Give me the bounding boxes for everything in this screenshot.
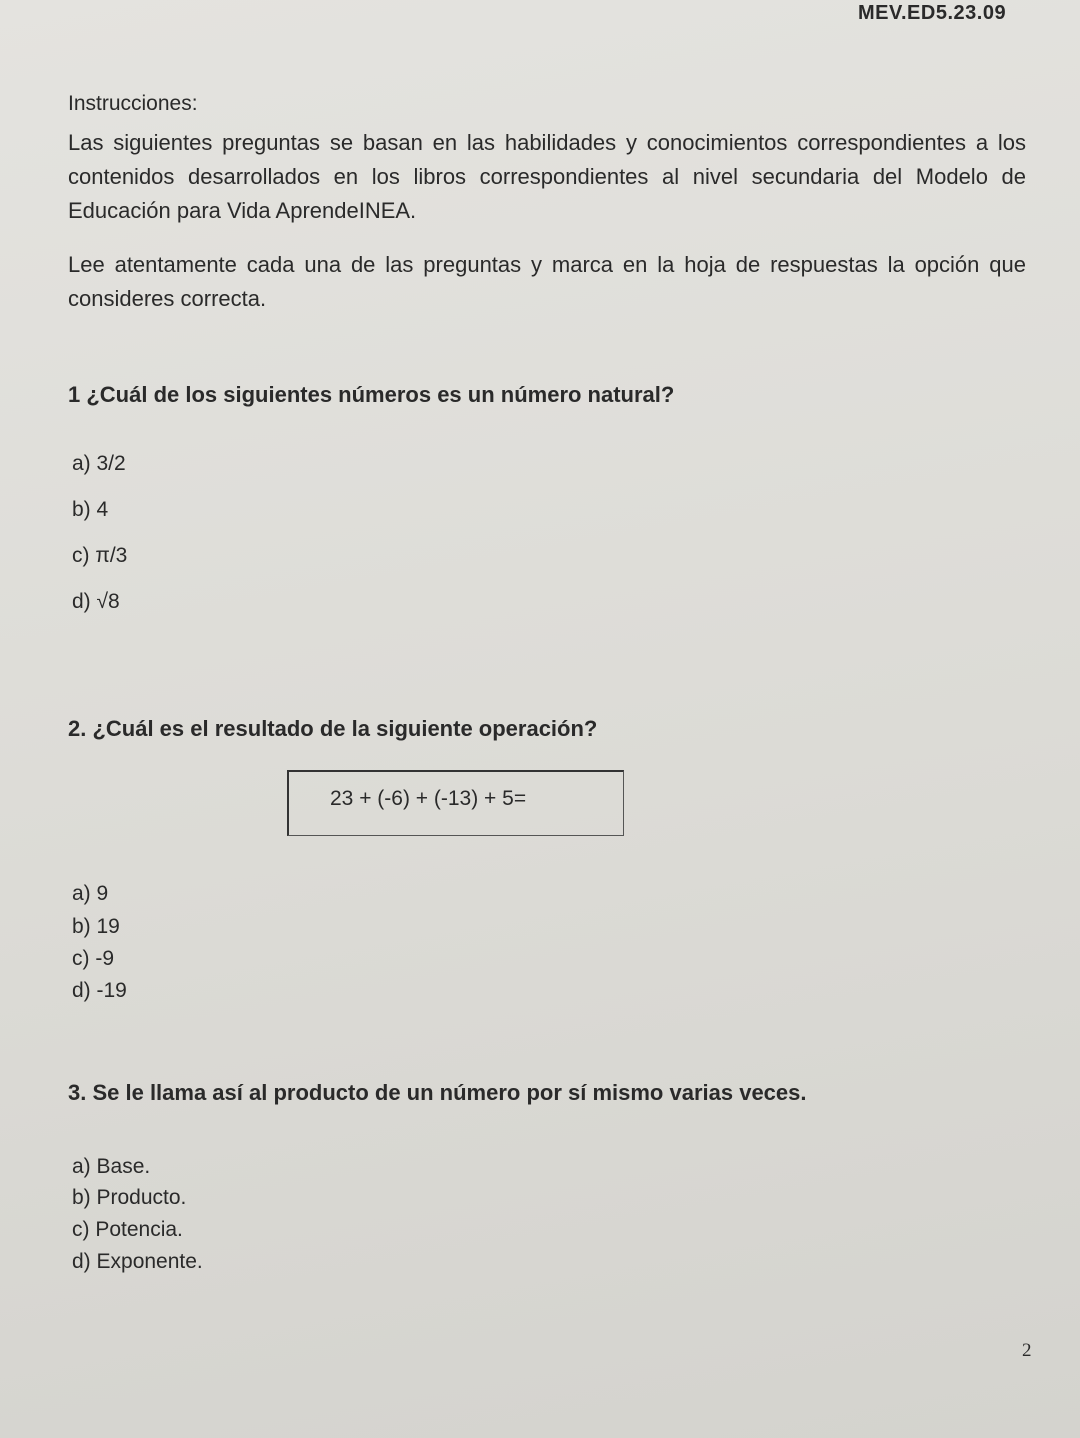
question-1: 1 ¿Cuál de los siguientes números es un número natural? xyxy=(68,382,675,407)
instructions-paragraph-1: Las siguientes preguntas se basan en las habilidades y conocimientos correspondientes a los contenidos desarrollados en los libros correspondientes al nivel secundaria del Modelo de Educación para Vida AprendeINEA. xyxy=(68,130,1026,223)
question-2-option-a[interactable]: a) 9 xyxy=(72,882,109,905)
question-1-option-c[interactable]: c) π/3 xyxy=(72,544,128,567)
question-3-option-c[interactable]: c) Potencia. xyxy=(72,1218,183,1241)
question-3-option-a[interactable]: a) Base. xyxy=(72,1155,151,1178)
document-code: MEV.ED5.23.09 xyxy=(858,2,1007,24)
question-1-option-d[interactable]: d) √8 xyxy=(72,590,120,613)
instructions-title: Instrucciones: xyxy=(68,92,198,115)
question-3: 3. Se le llama así al producto de un número por sí mismo varias veces. xyxy=(68,1080,807,1105)
question-1-option-b[interactable]: b) 4 xyxy=(72,498,109,521)
question-3-option-b[interactable]: b) Producto. xyxy=(72,1186,187,1209)
question-1-option-a[interactable]: a) 3/2 xyxy=(72,452,126,475)
question-2-option-b[interactable]: b) 19 xyxy=(72,915,120,938)
question-2: 2. ¿Cuál es el resultado de la siguiente operación? xyxy=(68,716,598,741)
question-2-option-c[interactable]: c) -9 xyxy=(72,947,114,970)
question-3-option-d[interactable]: d) Exponente. xyxy=(72,1250,203,1273)
instructions-paragraph-2: Lee atentamente cada una de las preguntas y marca en la hoja de respuestas la opción que consideres correcta. xyxy=(68,252,1026,311)
page-number: 2 xyxy=(1022,1340,1032,1361)
operation-expression: 23 + (-6) + (-13) + 5= xyxy=(330,787,527,810)
question-2-option-d[interactable]: d) -19 xyxy=(72,979,127,1002)
